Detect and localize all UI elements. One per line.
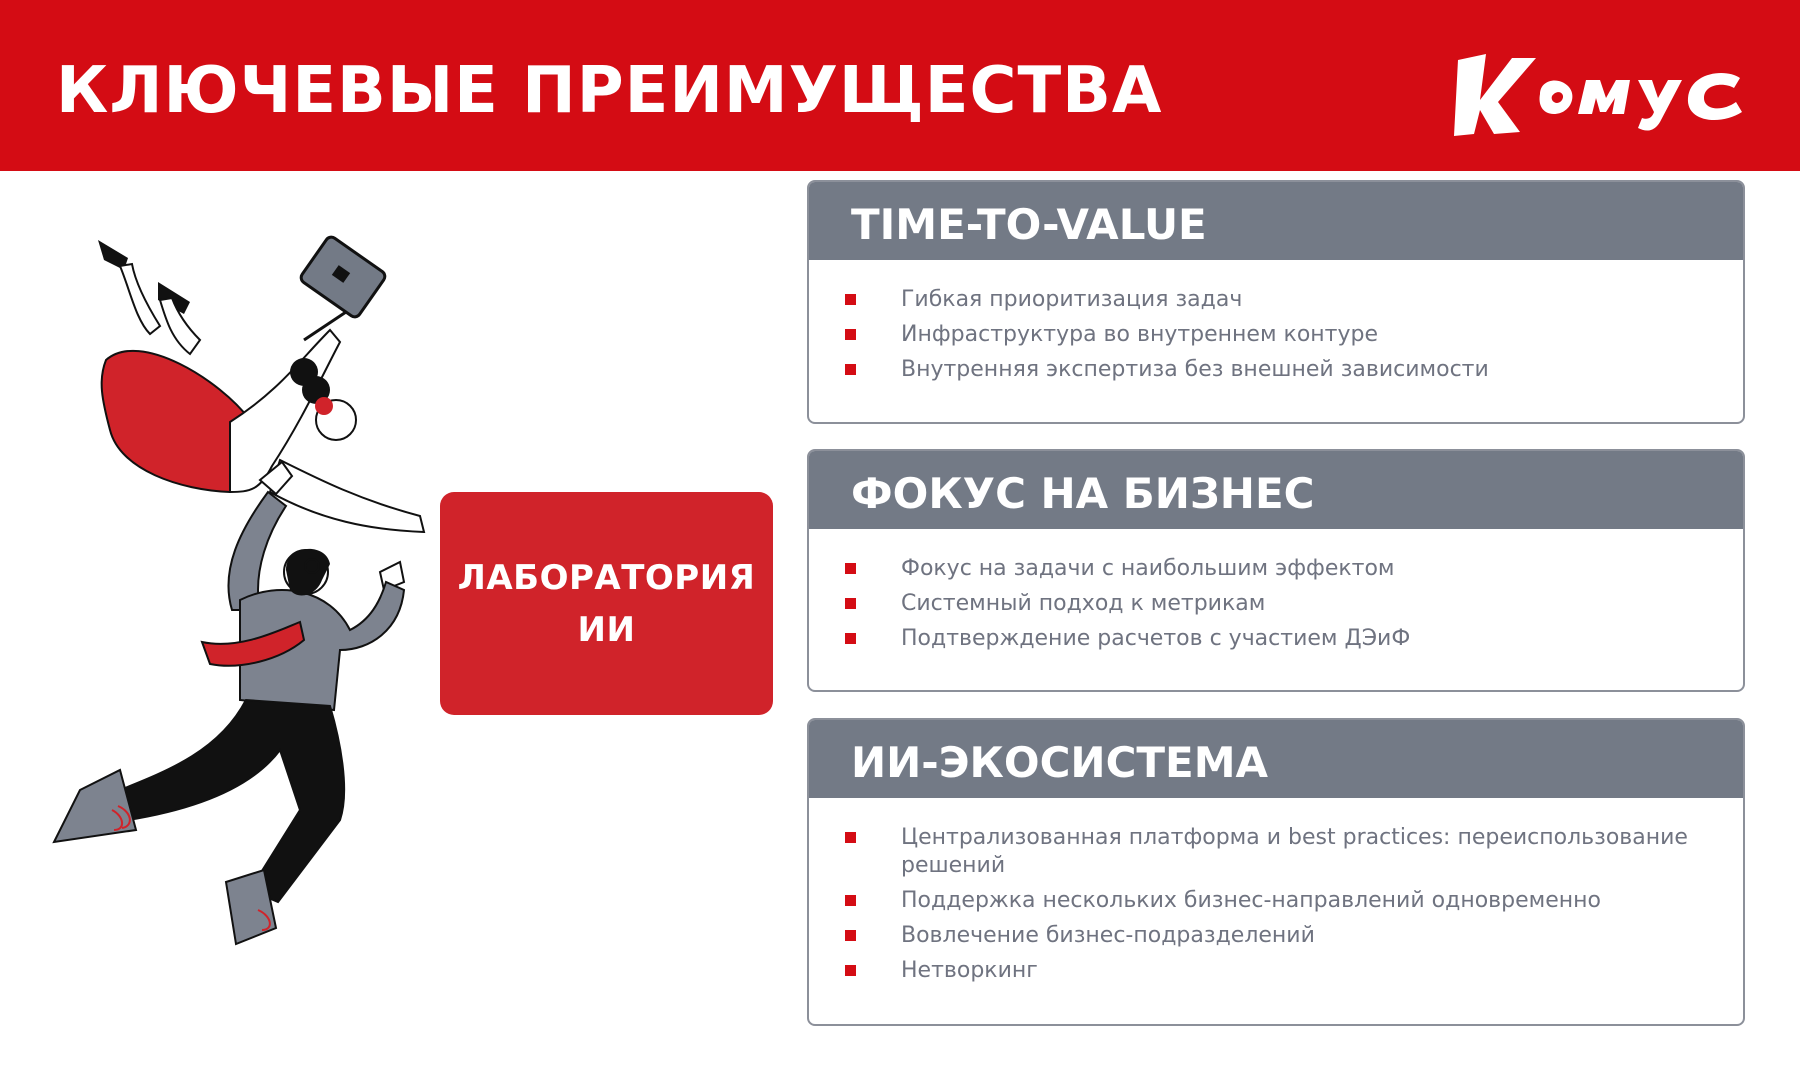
list-item xyxy=(809,286,1743,314)
list-item xyxy=(809,321,1743,349)
card-list xyxy=(809,798,1743,985)
list-item-text: Вовлечение бизнес-подразделений xyxy=(901,923,1315,948)
bullet-square-icon xyxy=(845,930,856,941)
briefcase-icon xyxy=(299,235,387,319)
list-item xyxy=(809,625,1743,653)
card-time-to-value xyxy=(807,180,1745,424)
list-item-text: Подтверждение расчетов с участием ДЭиФ xyxy=(901,626,1411,651)
bullet-square-icon xyxy=(845,598,856,609)
list-item xyxy=(809,824,1743,880)
list-item xyxy=(809,590,1743,618)
bullet-square-icon xyxy=(845,364,856,375)
list-item xyxy=(809,922,1743,950)
list-item-text: Инфраструктура во внутреннем контуре xyxy=(901,322,1379,347)
list-item-text: Нетворкинг xyxy=(901,958,1038,983)
list-item-text: Фокус на задачи с наибольшим эффектом xyxy=(901,556,1395,581)
list-item-text: Централизованная платформа и best practices: переиспользование решений xyxy=(901,825,1688,878)
bullet-square-icon xyxy=(845,965,856,976)
list-item-text: Внутренняя экспертиза без внешней зависимости xyxy=(901,357,1489,382)
team-illustration xyxy=(40,230,460,1030)
card-title: ФОКУС НА БИЗНЕС xyxy=(809,451,1743,529)
list-item xyxy=(809,957,1743,985)
card-business-focus xyxy=(807,449,1745,692)
card-ai-ecosystem xyxy=(807,718,1745,1026)
bullet-square-icon xyxy=(845,329,856,340)
list-item-text: Гибкая приоритизация задач xyxy=(901,287,1243,312)
ai-lab-box xyxy=(440,492,773,715)
bullet-square-icon xyxy=(845,633,856,644)
card-title: TIME-TO-VALUE xyxy=(809,182,1743,260)
list-item-text: Поддержка нескольких бизнес-направлений одновременно xyxy=(901,888,1601,913)
bullet-square-icon xyxy=(845,294,856,305)
card-title: ИИ-ЭКОСИСТЕМА xyxy=(809,720,1743,798)
card-list xyxy=(809,529,1743,653)
list-item xyxy=(809,356,1743,384)
komus-logo xyxy=(1450,50,1750,138)
bullet-square-icon xyxy=(845,895,856,906)
man-figure xyxy=(54,462,404,944)
card-list xyxy=(809,260,1743,384)
bullet-square-icon xyxy=(845,563,856,574)
bullet-square-icon xyxy=(845,832,856,843)
ai-lab-label: ЛАБОРАТОРИЯ ИИ xyxy=(457,557,756,650)
header-bar xyxy=(0,0,1800,171)
list-item xyxy=(809,887,1743,915)
list-item-text: Системный подход к метрикам xyxy=(901,591,1266,616)
page-title: КЛЮЧЕВЫЕ ПРЕИМУЩЕСТВА xyxy=(56,54,1163,128)
list-item xyxy=(809,555,1743,583)
